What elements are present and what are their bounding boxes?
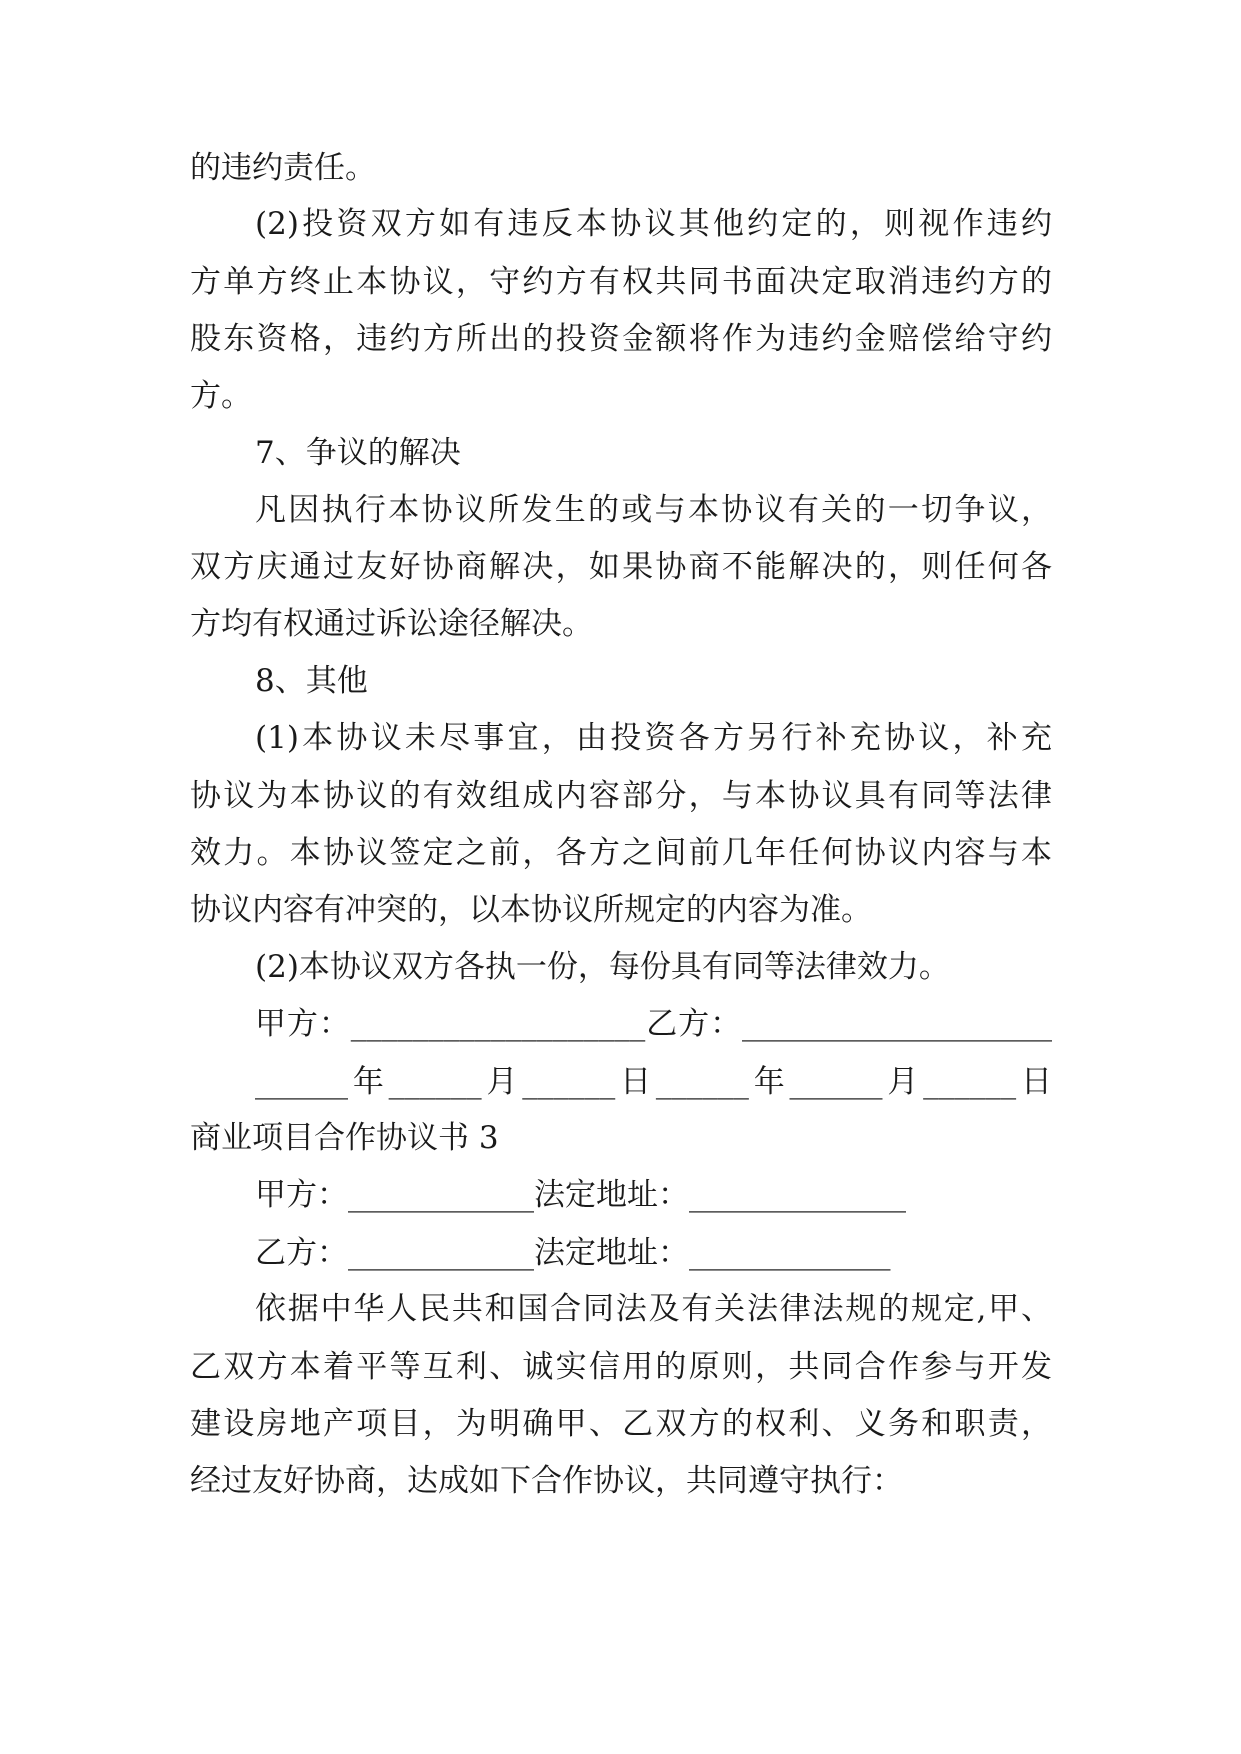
text-line: 协议内容有冲突的，以本协议所规定的内容为准。 xyxy=(190,892,872,928)
text-line: 建设房地产项目，为明确甲、乙双方的权利、义务和职责， xyxy=(190,1406,1052,1442)
text-line: 乙双方本着平等互利、诚实信用的原则，共同合作参与开发 xyxy=(190,1349,1052,1385)
section-heading: 7、争议的解决 xyxy=(255,435,461,471)
text-line: 方。 xyxy=(190,378,252,414)
text-line: 双方庆通过友好协商解决，如果协商不能解决的，则任何各 xyxy=(190,549,1052,585)
section-heading: 8、其他 xyxy=(255,663,368,699)
text-line: 方单方终止本协议，守约方有权共同书面决定取消违约方的 xyxy=(190,264,1052,300)
party-b-line: 乙方：____________法定地址：_____________ xyxy=(255,1235,891,1271)
text-line: 的违约责任。 xyxy=(190,150,376,186)
text-line: 经过友好协商，达成如下合作协议，共同遵守执行： xyxy=(190,1463,903,1499)
text-line: 股东资格，违约方所出的投资金额将作为违约金赔偿给守约 xyxy=(190,321,1052,357)
text-line: 方均有权通过诉讼途径解决。 xyxy=(190,606,593,642)
date-line: ______年______月______日______年______月______日 xyxy=(255,1064,1052,1100)
text-line: (1)本协议未尽事宜，由投资各方另行补充协议，补充 xyxy=(255,720,1052,756)
text-line: 凡因执行本协议所发生的或与本协议有关的一切争议， xyxy=(255,492,1052,528)
text-line: (2)投资双方如有违反本协议其他约定的，则视作违约 xyxy=(255,206,1052,242)
signature-line: 甲方：___________________乙方：____________________ xyxy=(255,1006,1052,1042)
party-a-line: 甲方：____________法定地址：______________ xyxy=(255,1177,906,1213)
text-line: 效力。本协议签定之前，各方之间前几年任何协议内容与本 xyxy=(190,835,1052,871)
document-title: 商业项目合作协议书 3 xyxy=(190,1120,499,1156)
text-line: 依据中华人民共和国合同法及有关法律法规的规定,甲、 xyxy=(255,1291,1052,1327)
text-line: 协议为本协议的有效组成内容部分，与本协议具有同等法律 xyxy=(190,778,1052,814)
text-line: (2)本协议双方各执一份，每份具有同等法律效力。 xyxy=(255,949,950,985)
